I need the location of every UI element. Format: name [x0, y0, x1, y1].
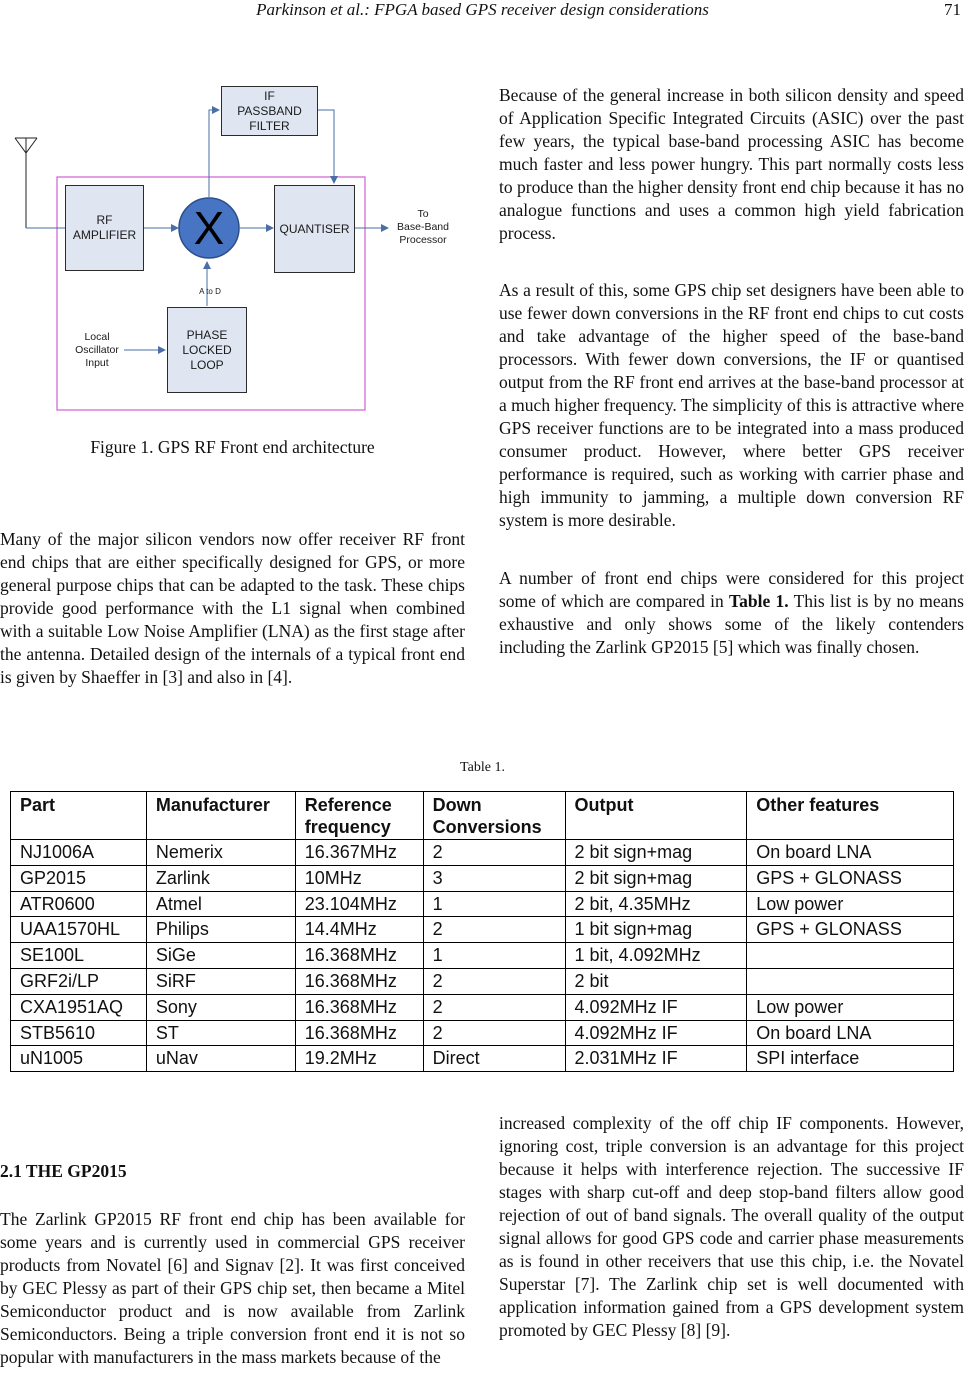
cell-reference-frequency: 16.367MHz — [295, 840, 423, 866]
cell-other-features: SPI interface — [747, 1046, 954, 1072]
cell-reference-frequency: 19.2MHz — [295, 1046, 423, 1072]
front-end-chips-table — [10, 791, 954, 1072]
cell-part: uN1005 — [11, 1046, 147, 1072]
cell-output: 1 bit sign+mag — [565, 917, 747, 943]
table-row — [11, 840, 954, 866]
right-paragraph-3 — [499, 567, 964, 659]
table-reference: Table 1. — [729, 591, 789, 611]
table-row — [11, 994, 954, 1020]
cell-reference-frequency: 14.4MHz — [295, 917, 423, 943]
cell-manufacturer: Philips — [146, 917, 295, 943]
a-to-d-label: A to D — [199, 287, 221, 296]
table-row — [11, 865, 954, 891]
cell-manufacturer: uNav — [146, 1046, 295, 1072]
mixer-symbol: X — [193, 202, 225, 254]
cell-part: SE100L — [11, 943, 147, 969]
para3-text-before: A number of front end chips were considered for this project some of which are compared in — [499, 568, 964, 611]
header-other-features: Other features — [747, 792, 954, 840]
quantiser-block: QUANTISER — [274, 185, 355, 273]
cell-part: STB5610 — [11, 1020, 147, 1046]
cell-reference-frequency: 16.368MHz — [295, 1020, 423, 1046]
table-row — [11, 943, 954, 969]
right-paragraph-4: increased complexity of the off chip IF components. However, ignoring cost, triple conversion is an advantage for this project because it helps with interference rejection. The successive IF stages with sharp cut-off and deep stop-band filters allow good rejection of out of band signals. The overall quality of the output signal allows for good GPS code and carrier phase measurements as is found in other receivers that use this chip, i.e. the Novatel Superstar [7]. The Zarlink chip set is well documented with application information gained from a GPS development system promoted by GEC Plessy [8] [9]. — [499, 1113, 964, 1340]
cell-part: GP2015 — [11, 865, 147, 891]
cell-down-conversions: 1 — [423, 891, 565, 917]
cell-down-conversions: 1 — [423, 943, 565, 969]
cell-manufacturer: SiGe — [146, 943, 295, 969]
header-part: Part — [11, 792, 147, 840]
cell-output: 2 bit, 4.35MHz — [565, 891, 747, 917]
header-title: Parkinson et al.: FPGA based GPS receiver design considerations — [256, 0, 709, 19]
pll-block: PHASE LOCKED LOOP — [167, 307, 247, 393]
cell-other-features: On board LNA — [747, 840, 954, 866]
table-row — [11, 891, 954, 917]
table-caption: Table 1. — [460, 760, 505, 775]
cell-other-features — [747, 943, 954, 969]
cell-output: 1 bit, 4.092MHz — [565, 943, 747, 969]
cell-output: 2 bit sign+mag — [565, 865, 747, 891]
cell-part: GRF2i/LP — [11, 968, 147, 994]
cell-reference-frequency: 16.368MHz — [295, 943, 423, 969]
header-output: Output — [565, 792, 747, 840]
cell-manufacturer: ST — [146, 1020, 295, 1046]
to-baseband-label: To Base-Band Processor — [397, 208, 449, 246]
cell-part: ATR0600 — [11, 891, 147, 917]
figure-rf-front-end — [0, 80, 470, 420]
cell-manufacturer: Nemerix — [146, 840, 295, 866]
cell-part: UAA1570HL — [11, 917, 147, 943]
table-row — [11, 917, 954, 943]
cell-manufacturer: SiRF — [146, 968, 295, 994]
cell-manufacturer: Atmel — [146, 891, 295, 917]
cell-down-conversions: 2 — [423, 1020, 565, 1046]
cell-output: 2.031MHz IF — [565, 1046, 747, 1072]
cell-output: 4.092MHz IF — [565, 994, 747, 1020]
page-number: 71 — [944, 0, 961, 19]
cell-reference-frequency: 16.368MHz — [295, 968, 423, 994]
section-heading: 2.1 THE GP2015 — [0, 1161, 127, 1181]
antenna-icon — [15, 138, 66, 228]
table-row — [11, 1020, 954, 1046]
section-paragraph: The Zarlink GP2015 RF front end chip has been available for some years and is currently used in commercial GPS receiver products from Novatel [6] and Signav [2]. It was first conceived by GEC Plessy as part of their GPS chip set, then became a Mitel Semiconductor product and is now available from Zarlink Semiconductors. Being a triple conversion front end it is not so popular with manufacturers in the mass markets because of the — [0, 1209, 465, 1367]
if-passband-filter-block: IF PASSBAND FILTER — [221, 86, 318, 136]
cell-other-features — [747, 968, 954, 994]
cell-down-conversions: Direct — [423, 1046, 565, 1072]
cell-output: 2 bit sign+mag — [565, 840, 747, 866]
table-row — [11, 1046, 954, 1072]
cell-manufacturer: Sony — [146, 994, 295, 1020]
cell-other-features: On board LNA — [747, 1020, 954, 1046]
cell-down-conversions: 2 — [423, 917, 565, 943]
right-paragraph-1: Because of the general increase in both silicon density and speed of Application Specific Integrated Circuits (ASIC) over the past few years, the typical base-band processing ASIC has become much faster and less power hungry. This part normally costs less to produce than the higher density front end chip because it has no analogue functions and uses a common high yield fabrication process. — [499, 85, 964, 243]
rf-amplifier-block: RF AMPLIFIER — [65, 185, 144, 271]
cell-output: 4.092MHz IF — [565, 1020, 747, 1046]
cell-part: CXA1951AQ — [11, 994, 147, 1020]
cell-manufacturer: Zarlink — [146, 865, 295, 891]
intro-paragraph: Many of the major silicon vendors now offer receiver RF front end chips that are either specifically designed for GPS, or more general purpose chips that can be adapted to the task. These chips provide good performance with the L1 signal when combined with a suitable Low Noise Amplifier (LNA) as the first stage after the antenna. Detailed design of the internals of a typical front end is given by Shaeffer in [3] and also in [4]. — [0, 529, 465, 687]
cell-other-features: GPS + GLONASS — [747, 865, 954, 891]
cell-down-conversions: 2 — [423, 840, 565, 866]
cell-reference-frequency: 10MHz — [295, 865, 423, 891]
table-row — [11, 968, 954, 994]
cell-other-features: Low power — [747, 891, 954, 917]
cell-reference-frequency: 23.104MHz — [295, 891, 423, 917]
header-manufacturer: Manufacturer — [146, 792, 295, 840]
cell-other-features: GPS + GLONASS — [747, 917, 954, 943]
figure-caption: Figure 1. GPS RF Front end architecture — [90, 437, 375, 457]
cell-down-conversions: 2 — [423, 968, 565, 994]
header-reference-frequency: Reference frequency — [295, 792, 423, 840]
table-header-row — [11, 792, 954, 840]
cell-part: NJ1006A — [11, 840, 147, 866]
cell-output: 2 bit — [565, 968, 747, 994]
header-down-conversions: Down Conversions — [423, 792, 565, 840]
cell-down-conversions: 2 — [423, 994, 565, 1020]
cell-reference-frequency: 16.368MHz — [295, 994, 423, 1020]
cell-other-features: Low power — [747, 994, 954, 1020]
right-paragraph-2: As a result of this, some GPS chip set designers have been able to use fewer down conversions in the RF front end chips to cut costs and take advantage of the higher speed of the base-band processors. With fewer down conversions, the IF or quantised output from the RF front end arrives at the base-band processor at a much higher frequency. The simplicity of this is attractive where GPS receiver functions are to be integrated into a mass produced consumer product. However, where better GPS receiver performance is required, such as working with carrier phase and high immunity to jamming, a multiple down conversion RF system is more desirable. — [499, 280, 964, 530]
local-oscillator-label: Local Oscillator Input — [75, 331, 119, 369]
para3-text-after: This list is by no means exhaustive and only shows some of the likely contenders including the Zarlink GP2015 [5] which was finally chosen. — [499, 591, 964, 657]
cell-down-conversions: 3 — [423, 865, 565, 891]
running-header — [0, 0, 965, 22]
